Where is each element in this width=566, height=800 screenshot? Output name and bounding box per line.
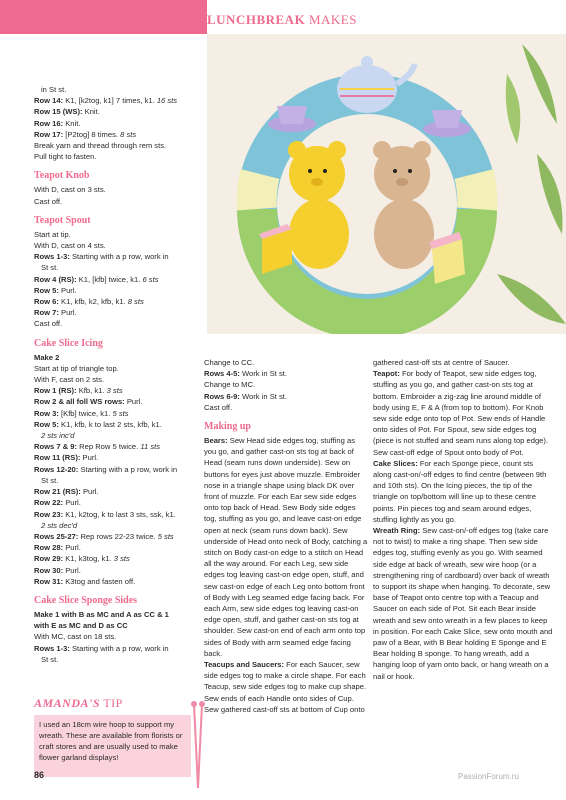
- instruction-line: Rows 1-3: Starting with a p row, work in: [34, 252, 169, 262]
- instruction-line: St st.: [41, 654, 59, 664]
- section-heading: Teapot Spout: [34, 214, 91, 226]
- instruction-line: Row 28: Purl.: [34, 543, 81, 553]
- instruction-line: in St st.: [41, 85, 67, 94]
- instruction-line: Row 29: K1, k3tog, k1. 3 sts: [34, 554, 130, 564]
- instructions-column-1: [34, 84, 194, 665]
- instruction-line: Row 6: K1, kfb, k2, kfb, k1. 8 sts: [34, 297, 144, 307]
- instruction-line: Rows 4-5: Work in St st.: [204, 369, 287, 379]
- page-number: 86: [34, 770, 45, 780]
- instruction-line: Row 2 & all foll WS rows: Purl.: [34, 397, 143, 407]
- instruction-line: Row 15 (WS): Knit.: [34, 107, 100, 117]
- instruction-line: Make 1 with B as MC and A as CC & 1: [34, 609, 169, 619]
- instruction-line: Make 2: [34, 352, 60, 362]
- instruction-line: Row 11 (RS): Purl.: [34, 453, 99, 463]
- instruction-line: Cast off.: [204, 402, 233, 412]
- section-heading: Making up: [204, 421, 251, 433]
- instruction-line: Cast off.: [34, 196, 63, 206]
- instruction-line: Row 1 (RS): Kfb, k1. 3 sts: [34, 386, 123, 396]
- tip-body: I used an 18cm wire hoop to support my wreath. These are available from florists or craft stores and are usually used to make flower garland displays!: [34, 715, 191, 777]
- instruction-line: St st.: [41, 263, 59, 273]
- instruction-line: Start at tip.: [34, 229, 71, 239]
- instruction-line: Rows 25-27: Rep rows 22-23 twice. 5 sts: [34, 531, 174, 541]
- instruction-line: With F, cast on 2 sts.: [34, 375, 105, 385]
- wreath-photo: [207, 34, 566, 334]
- instruction-line: Row 14: K1, [k2tog, k1] 7 times, k1. 16 sts: [34, 96, 178, 106]
- instruction-line: Row 21 (RS): Purl.: [34, 487, 99, 497]
- tip-title: AMANDA'S TIP: [34, 696, 123, 710]
- instruction-line: Rows 12-20: Starting with a p row, work in: [34, 464, 178, 474]
- instruction-line: with E as MC and D as CC: [34, 621, 128, 631]
- instruction-line: 2 sts inc'd: [41, 431, 75, 441]
- instruction-line: Rows 1-3: Starting with a p row, work in: [34, 643, 169, 653]
- instruction-line: Row 5: K1, kfb, k to last 2 sts, kfb, k1.: [34, 419, 162, 429]
- instruction-line: With MC, cast on 18 sts.: [34, 632, 117, 642]
- instruction-line: 2 sts dec'd: [41, 520, 78, 530]
- making-up-paragraph: gathered cast-off sts at centre of Saucer.: [373, 358, 510, 367]
- watermark: PassionForum.ru: [458, 772, 519, 781]
- instruction-line: Start at tip of triangle top.: [34, 363, 119, 373]
- section-heading: Cake Slice Sponge Sides: [34, 594, 138, 606]
- instruction-line: Row 22: Purl.: [34, 498, 81, 508]
- making-up-paragraph: Bears: Sew Head side edges tog, stuffing as you go, and gather cast-on sts tog at back of Head (seam runs down underside). Sew on buttons for eyes just above muzzle. Embroider nose in a triangle shape using black DK over front of muzzle. For each Ear sew side edges onto top back of Head. Sew Body side edges tog, stuffing as you go, and leave cast-on edge open at neck (seam runs down back). Sew underside of Head onto neck of Body, catching a stitch on Body cast-on edge to a stitch on Head all the way around. For each Leg, sew side edges tog leaving cast-on edge open, stuff, and sew cast-on edge of each Leg onto bottom front of Body with Leg seamed edge facing back. For each Arm, sew side edges tog leaving cast-on edge open, stuff, and gather cast-on sts tog at shoulder. Sew cast-on end of each arm onto top sides of Body with arm seamed edge facing back.: [204, 436, 368, 658]
- making-up-paragraph: Teapot: For body of Teapot, sew side edges tog, stuffing as you go, and gather cast-on sts tog at bottom. Embroider a zig-zag line around middle of body using E, F & A (from top to bottom). For Knob sew side edge onto top of Pot. Sew ends of Handle onto sides of Pot. For Spout, sew side edges tog (piece is not stuffed and seam runs along top edge). Sew cast-off edge of Spout onto body of Pot.: [373, 369, 549, 457]
- knitted-wreath-illustration: [207, 34, 566, 334]
- instruction-line: Row 16: Knit.: [34, 118, 81, 128]
- instruction-line: Rows 7 & 9: Rep Row 5 twice. 11 sts: [34, 442, 161, 452]
- section-title: LUNCHBREAK MAKES: [207, 12, 357, 27]
- instruction-line: Change to CC.: [204, 358, 255, 367]
- instruction-line: Cast off.: [34, 319, 63, 329]
- instruction-line: With D, cast on 3 sts.: [34, 185, 106, 195]
- instruction-line: Pull tight to fasten.: [34, 152, 97, 162]
- instruction-line: Break yarn and thread through rem sts.: [34, 141, 167, 151]
- section-heading: Cake Slice Icing: [34, 337, 103, 349]
- instruction-line: Row 3: [Kfb] twice, k1. 5 sts: [34, 408, 129, 418]
- tip-box: [34, 696, 191, 780]
- instruction-line: Row 17: [P2tog] 8 times. 8 sts: [34, 129, 137, 139]
- instructions-column-2: [204, 357, 369, 715]
- instructions-column-3: [373, 357, 553, 682]
- instruction-line: Row 5: Purl.: [34, 285, 77, 295]
- instruction-line: Row 23: K1, k2tog, k to last 3 sts, ssk, k1.: [34, 509, 176, 519]
- making-up-paragraph: Teacups and Saucers: For each Saucer, sew side edges tog to make a circle shape. For each Teacup, sew side edges tog to make cup shape. Sew ends of each Handle onto sides of Cup. Sew gathered cast-off sts at bottom of Cup onto: [204, 660, 367, 714]
- instruction-line: Row 31: K3tog and fasten off.: [34, 576, 136, 586]
- instruction-line: Change to MC.: [204, 380, 256, 390]
- header-accent-block: [0, 0, 207, 34]
- instruction-line: With D, cast on 4 sts.: [34, 241, 106, 251]
- instruction-line: Row 30: Purl.: [34, 565, 81, 575]
- making-up-paragraph: Wreath Ring: Sew cast-on/-off edges tog (take care not to twist) to make a ring shape. Then sew side edges tog, stuffing evenly as you go. With seamed side edge at back of wreath, sew wire hoop (or a strengthening ring of cardboard) over back of wreath to support its shape when hanging. To decorate, sew base of Teapot onto centre top with a Teacup and Saucer on each side of Pot. Sit each Bear inside wreath and sew onto wreath in a few places to keep in position. For each Cake Slice, sew onto mouth and paw of a Bear, with B Bear holding E Sponge and E Bear holding B sponge. To hang wreath, add a hanging loop of yarn onto back, or hang wreath on a nail or hook.: [373, 526, 553, 681]
- making-up-paragraph: Cake Slices: For each Sponge piece, count sts along cast-on/-off edges to find centre (between 9th and 10th sts). On the Icing pieces, the tip of the triangle on top/bottom will line up to these centre points. Pin pieces tog and seam around edges, stuffing lightly as you go.: [373, 458, 547, 524]
- header-bar: [0, 0, 566, 34]
- instruction-line: Row 7: Purl.: [34, 308, 77, 318]
- instruction-line: Rows 6-9: Work in St st.: [204, 391, 287, 401]
- instruction-line: Row 4 (RS): K1, [kfb] twice, k1. 6 sts: [34, 274, 159, 284]
- section-heading: Teapot Knob: [34, 170, 90, 182]
- instruction-line: St st.: [41, 475, 59, 485]
